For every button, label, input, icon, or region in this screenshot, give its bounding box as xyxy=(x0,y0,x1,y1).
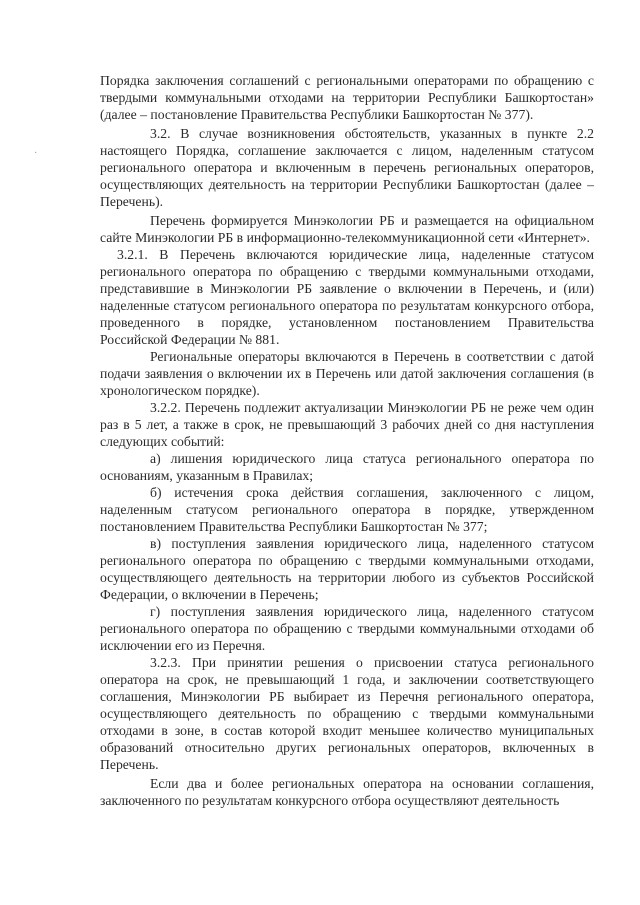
paragraph-item-g: г) поступления заявления юридического лица, наделенного статусом регионального оператора по обращению с твердыми коммунальными отходами об исключении его из Перечня. xyxy=(100,604,594,653)
paragraph-list-publication: Перечень формируется Минэкологии РБ и размещается на официальном сайте Минэкологии РБ в информационно-телекоммуникационной сети «Интернет». xyxy=(100,213,594,245)
paragraph-item-v: в) поступления заявления юридического лица, наделенного статусом регионального оператора по обращению с твердыми коммунальными отходами, осуществляющего деятельность на территории любого из субъектов Российской Федерации, о включении в Перечень; xyxy=(100,536,594,602)
margin-mark: · xyxy=(34,148,38,159)
paragraph-two-or-more-operators: Если два и более региональных оператора на основании соглашения, заключенного по результатам конкурсного отбора осуществляют деятельность xyxy=(100,776,594,808)
paragraph-item-a: а) лишения юридического лица статуса регионального оператора по основаниям, указанным в Правилах; xyxy=(100,451,594,483)
paragraph-item-b: б) истечения срока действия соглашения, заключенного с лицом, наделенным статусом регионального оператора в порядке, утвержденном постановлением Правительства Республики Башкортостан № 377; xyxy=(100,485,594,534)
paragraph-operators-order: Региональные операторы включаются в Перечень в соответствии с датой подачи заявления о включении их в Перечень или датой заключения соглашения (в хронологическом порядке). xyxy=(100,349,594,398)
paragraph-3-2: 3.2. В случае возникновения обстоятельств, указанных в пункте 2.2 настоящего Порядка, соглашение заключается с лицом, наделенным статусом регионального оператора и включенным в перечень региональных операторов, осуществляющих деятельность на территории Республики Башкортостан (далее – Перечень). xyxy=(100,126,594,209)
paragraph-3-2-1: 3.2.1. В Перечень включаются юридические лица, наделенные статусом регионального оператора по обращению с твердыми коммунальными отходами, представившие в Минэкологии РБ заявление о включении в Перечень, и (или) наделенные статусом регионального оператора по результатам конкурсного отбора, проведенного в порядке, установленном постановлением Правительства Российской Федерации № 881. xyxy=(100,247,594,347)
paragraph-3-2-2: 3.2.2. Перечень подлежит актуализации Минэкологии РБ не реже чем один раз в 5 лет, а также в срок, не превышающий 3 рабочих дней со дня наступления следующих событий: xyxy=(100,400,594,449)
paragraph-3-2-3: 3.2.3. При принятии решения о присвоении статуса регионального оператора на срок, не превышающий 1 года, и заключении соответствующего соглашения, Минэкологии РБ выбирает из Перечня регионального оператора, осуществляющего деятельность по обращению с твердыми коммунальными отходами в зоне, в состав которой входит меньшее количество муниципальных образований относительно других региональных операторов, включенных в Перечень. xyxy=(100,655,594,772)
paragraph-intro-continuation: Порядка заключения соглашений с региональными операторами по обращению с твердыми коммунальными отходами на территории Республики Башкортостан» (далее – постановление Правительства Республики Башкортостан № 377). xyxy=(100,73,594,122)
